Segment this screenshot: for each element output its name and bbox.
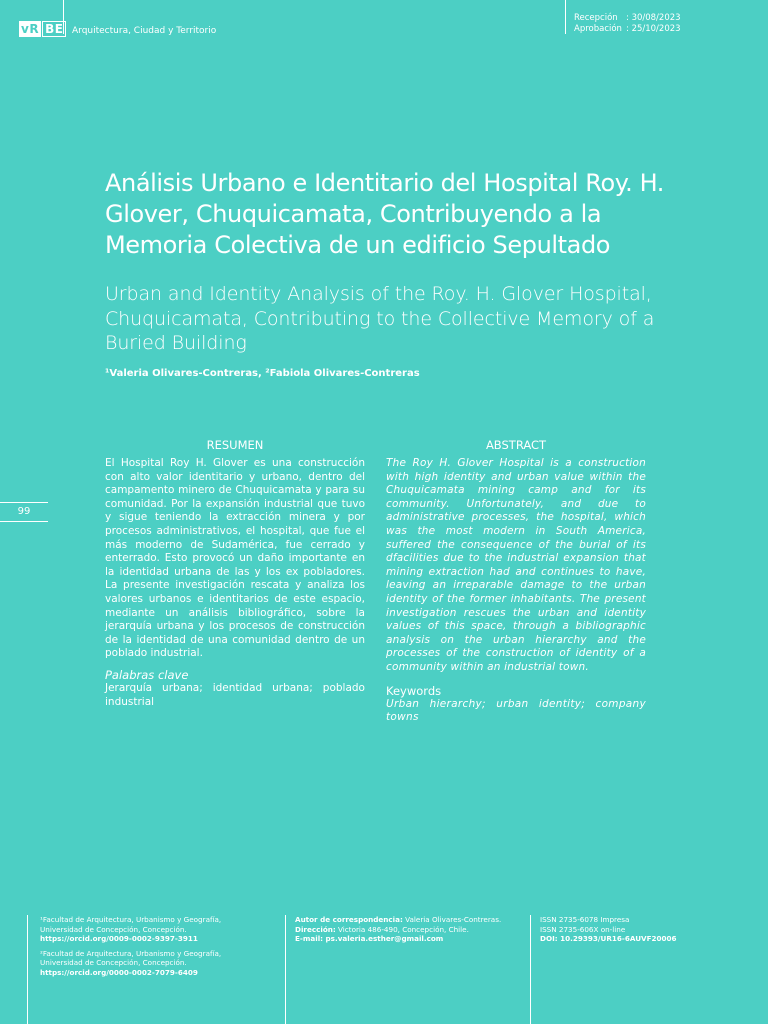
issn-doi xyxy=(540,915,740,944)
abstract-body: The Roy H. Glover Hospital is a construction with high identity and urban value within the Chuquicamata mining camp and for its community. Unfortunately, and due to administrative processes, the hospital, which was the most modern in South America, suffered the consequence of the burial of its dfacilities due to the industrial expansion that mining extraction had and continues to have, leaving an irreparable damage to the urban identity of the former inhabitants. The present investigation rescues the urban and identity values of this space, through a bibliographic analysis on the urban hierarchy and the processes of the construction of identity of a community within an industrial town. xyxy=(386,457,646,673)
submission-dates xyxy=(574,13,681,34)
title-spanish: Análisis Urbano e Identitario del Hospital Roy. H. Glover, Chuquicamata, Contribuyendo a la Memoria Colectiva de un edificio Sepultado xyxy=(105,169,665,259)
affiliations xyxy=(40,915,270,977)
authors: ¹Valeria Olivares-Contreras, ²Fabiola Olivares-Contreras xyxy=(105,368,420,379)
footer-divider-3 xyxy=(530,915,531,1024)
footer-divider-1 xyxy=(27,915,28,1024)
correspondence-label: Autor de correspondencia: xyxy=(295,915,403,924)
resumen-section xyxy=(105,438,365,709)
affiliation-1-line2: Universidad de Concepción, Concepción. xyxy=(40,924,187,934)
doi-link[interactable]: DOI: 10.29393/UR16-6AUVF20006 xyxy=(540,934,677,943)
email-link[interactable]: E-mail: ps.valeria.esther@gmail.com xyxy=(295,934,444,943)
approval-date: : 25/10/2023 xyxy=(626,23,681,34)
affiliation-1-line1: ¹Facultad de Arquitectura, Urbanismo y Geografía, xyxy=(40,915,222,924)
abstract-section xyxy=(386,438,646,725)
address-value: Victoria 486-490, Concepción, Chile. xyxy=(335,924,469,934)
affiliation-2-line2: Universidad de Concepción, Concepción. xyxy=(40,958,187,967)
correspondence xyxy=(295,915,525,944)
affiliation-2-orcid[interactable]: https://orcid.org/0000-0002-7079-6409 xyxy=(40,967,198,977)
affiliation-1-orcid[interactable]: https://orcid.org/0009-0002-9397-3911 xyxy=(40,934,198,943)
logo-part-1: vR xyxy=(21,22,40,36)
address-label: Dirección: xyxy=(295,924,336,934)
page-number: 99 xyxy=(0,502,48,522)
resumen-heading: RESUMEN xyxy=(206,438,264,452)
footer-divider-2 xyxy=(285,915,286,1024)
palabras-clave-heading: Palabras clave xyxy=(105,667,189,682)
reception-date: : 30/08/2023 xyxy=(626,13,681,23)
header-divider-right xyxy=(565,0,566,34)
resumen-body: El Hospital Roy H. Glover es una construcción con alto valor identitario y urbano, dentro del campamento minero de Chuquicamata y para su comunidad. Por la expansión industrial que tuvo y sigue teniendo la extracción minera y por procesos administrativos, el hospital, que fue el más moderno de Sudamérica, fue cerrado y enterrado. Esto provocó un daño importante en la identidad urbana de las y los ex pobladores. La presente investigación rescata y analiza los valores urbanos e identitarios de este espacio, mediante un análisis bibliográfico, sobre la jerarquía urbana y los procesos de construcción de la identidad de una comunidad dentro de un poblado industrial. xyxy=(105,457,365,660)
correspondence-value: Valeria Olivares-Contreras. xyxy=(402,915,502,924)
affiliation-2-line1: ²Facultad de Arquitectura, Urbanismo y Geografía, xyxy=(40,948,222,958)
journal-logo xyxy=(19,20,66,38)
title-english: Urban and Identity Analysis of the Roy. H. Glover Hospital, Chuquicamata, Contributing to the Collective Memory of a Buried Building xyxy=(105,283,655,354)
approval-label: Aprobación xyxy=(574,23,622,34)
journal-subtitle: Arquitectura, Ciudad y Territorio xyxy=(72,26,217,36)
reception-label: Recepción xyxy=(574,13,618,23)
issn-online: ISSN 2735-606X on-line xyxy=(540,924,626,934)
palabras-clave: Jerarquía urbana; identidad urbana; poblado industrial xyxy=(105,681,365,708)
issn-print: ISSN 2735-6078 Impresa xyxy=(540,915,630,924)
keywords: Urban hierarchy; urban identity; company towns xyxy=(386,697,646,724)
logo-part-2: BE xyxy=(42,21,66,37)
abstract-heading: ABSTRACT xyxy=(485,438,547,452)
keywords-heading: Keywords xyxy=(386,683,442,698)
